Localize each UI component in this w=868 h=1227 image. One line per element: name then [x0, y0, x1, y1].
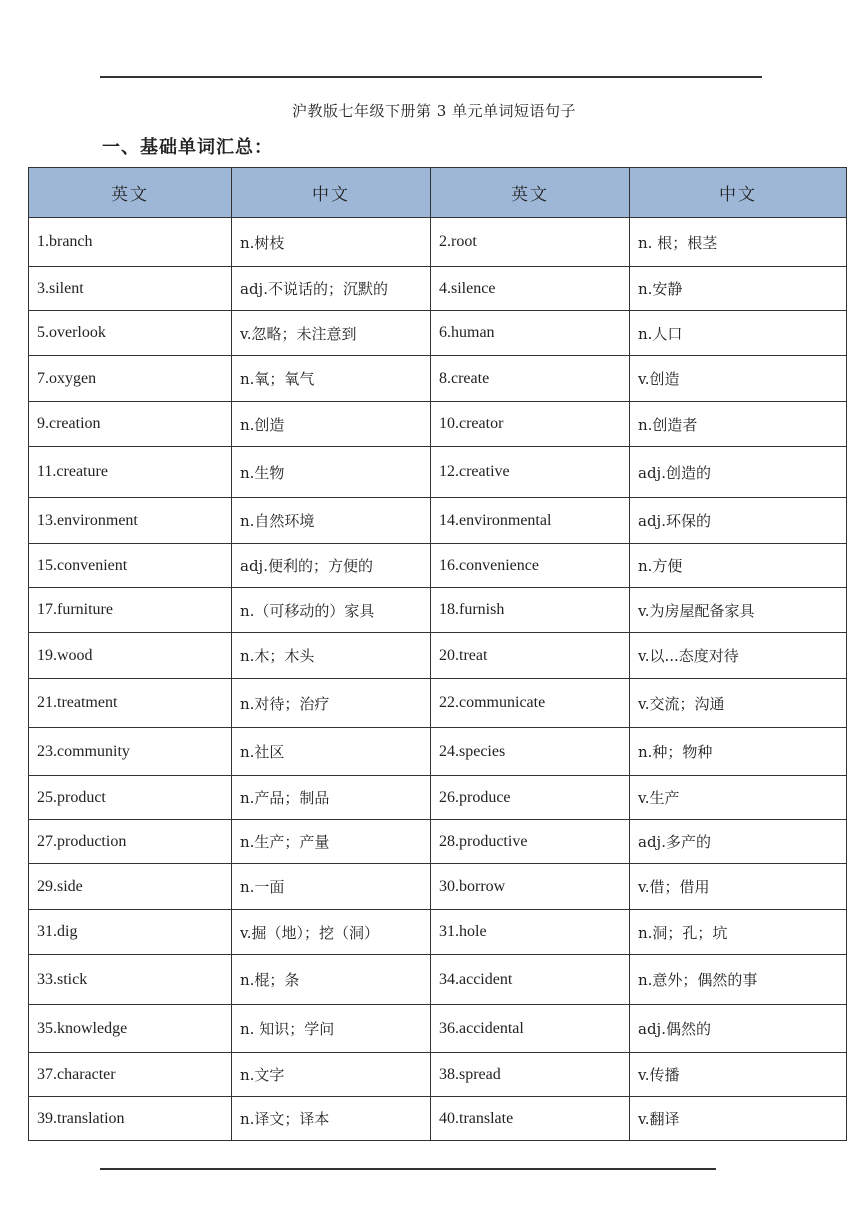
word-english: 12.creative — [431, 447, 630, 498]
word-chinese: n. 知识；学问 — [232, 1005, 431, 1053]
table-row — [29, 356, 847, 402]
table-row — [29, 864, 847, 910]
word-english: 20.treat — [431, 633, 630, 679]
word-chinese: n.一面 — [232, 864, 431, 910]
word-english: 37.character — [29, 1053, 232, 1097]
word-english: 10.creator — [431, 402, 630, 447]
word-english: 39.translation — [29, 1097, 232, 1141]
word-chinese: v.翻译 — [630, 1097, 847, 1141]
table-row — [29, 218, 847, 267]
footer-rule — [100, 1168, 716, 1170]
table-row — [29, 1053, 847, 1097]
word-english: 19.wood — [29, 633, 232, 679]
word-chinese: v.为房屋配备家具 — [630, 588, 847, 633]
word-chinese: v.交流；沟通 — [630, 679, 847, 728]
word-chinese: v.传播 — [630, 1053, 847, 1097]
word-english: 24.species — [431, 728, 630, 776]
header-chinese: 中文 — [232, 168, 431, 218]
word-chinese: v.以...态度对待 — [630, 633, 847, 679]
word-english: 7.oxygen — [29, 356, 232, 402]
word-english: 16.convenience — [431, 544, 630, 588]
word-english: 5.overlook — [29, 311, 232, 356]
word-chinese: v.掘（地）；挖（洞） — [232, 910, 431, 955]
word-english: 4.silence — [431, 267, 630, 311]
word-english: 27.production — [29, 820, 232, 864]
table-row — [29, 679, 847, 728]
table-row — [29, 311, 847, 356]
word-chinese: v.忽略；未注意到 — [232, 311, 431, 356]
word-chinese: n.安静 — [630, 267, 847, 311]
word-chinese: n.方便 — [630, 544, 847, 588]
table-row — [29, 776, 847, 820]
word-english: 2.root — [431, 218, 630, 267]
word-chinese: v.借；借用 — [630, 864, 847, 910]
section-heading: 一、基础单词汇总： — [102, 137, 273, 158]
word-chinese: adj.多产的 — [630, 820, 847, 864]
table-row — [29, 267, 847, 311]
table-row — [29, 955, 847, 1005]
table-row — [29, 1005, 847, 1053]
header-chinese: 中文 — [630, 168, 847, 218]
word-english: 3.silent — [29, 267, 232, 311]
table-row — [29, 544, 847, 588]
word-english: 23.community — [29, 728, 232, 776]
table-row — [29, 728, 847, 776]
word-chinese: adj.创造的 — [630, 447, 847, 498]
word-english: 14.environmental — [431, 498, 630, 544]
word-chinese: n.译文；译本 — [232, 1097, 431, 1141]
word-english: 31.hole — [431, 910, 630, 955]
word-english: 1.branch — [29, 218, 232, 267]
word-english: 35.knowledge — [29, 1005, 232, 1053]
word-chinese: n.木；木头 — [232, 633, 431, 679]
document-title: 沪教版七年级下册第 3 单元单词短语句子 — [291, 102, 577, 120]
table-row — [29, 1097, 847, 1141]
word-english: 30.borrow — [431, 864, 630, 910]
word-chinese: v.生产 — [630, 776, 847, 820]
word-english: 17.furniture — [29, 588, 232, 633]
word-chinese: adj.环保的 — [630, 498, 847, 544]
word-english: 28.productive — [431, 820, 630, 864]
word-chinese: n.文字 — [232, 1053, 431, 1097]
word-english: 21.treatment — [29, 679, 232, 728]
word-english: 11.creature — [29, 447, 232, 498]
word-english: 33.stick — [29, 955, 232, 1005]
word-chinese: n.创造者 — [630, 402, 847, 447]
table-row — [29, 633, 847, 679]
word-english: 6.human — [431, 311, 630, 356]
word-chinese: n.产品；制品 — [232, 776, 431, 820]
word-english: 31.dig — [29, 910, 232, 955]
word-chinese: n.棍；条 — [232, 955, 431, 1005]
word-english: 15.convenient — [29, 544, 232, 588]
table-row — [29, 910, 847, 955]
word-chinese: n.意外；偶然的事 — [630, 955, 847, 1005]
word-chinese: n.树枝 — [232, 218, 431, 267]
vocabulary-table — [28, 167, 847, 1141]
word-chinese: n.种；物种 — [630, 728, 847, 776]
word-english: 18.furnish — [431, 588, 630, 633]
word-chinese: n.社区 — [232, 728, 431, 776]
word-english: 26.produce — [431, 776, 630, 820]
word-english: 25.product — [29, 776, 232, 820]
word-chinese: n.氧；氧气 — [232, 356, 431, 402]
header-english: 英文 — [431, 168, 630, 218]
word-chinese: n.生物 — [232, 447, 431, 498]
word-english: 40.translate — [431, 1097, 630, 1141]
header-english: 英文 — [29, 168, 232, 218]
word-chinese: n.人口 — [630, 311, 847, 356]
word-english: 8.create — [431, 356, 630, 402]
word-chinese: n.对待；治疗 — [232, 679, 431, 728]
table-row — [29, 402, 847, 447]
table-row — [29, 588, 847, 633]
word-english: 38.spread — [431, 1053, 630, 1097]
word-english: 29.side — [29, 864, 232, 910]
word-chinese: n.洞；孔；坑 — [630, 910, 847, 955]
word-chinese: n.自然环境 — [232, 498, 431, 544]
word-chinese: n.生产；产量 — [232, 820, 431, 864]
word-english: 36.accidental — [431, 1005, 630, 1053]
table-body — [29, 218, 847, 1141]
word-english: 22.communicate — [431, 679, 630, 728]
header-rule — [100, 76, 762, 78]
word-english: 34.accident — [431, 955, 630, 1005]
word-chinese: n.（可移动的）家具 — [232, 588, 431, 633]
table-row — [29, 498, 847, 544]
table-row — [29, 447, 847, 498]
word-chinese: n.创造 — [232, 402, 431, 447]
word-english: 9.creation — [29, 402, 232, 447]
word-chinese: adj.便利的；方便的 — [232, 544, 431, 588]
table-row — [29, 820, 847, 864]
word-english: 13.environment — [29, 498, 232, 544]
word-chinese: adj.不说话的；沉默的 — [232, 267, 431, 311]
word-chinese: v.创造 — [630, 356, 847, 402]
word-chinese: n. 根；根茎 — [630, 218, 847, 267]
word-chinese: adj.偶然的 — [630, 1005, 847, 1053]
table-header-row — [29, 168, 847, 218]
